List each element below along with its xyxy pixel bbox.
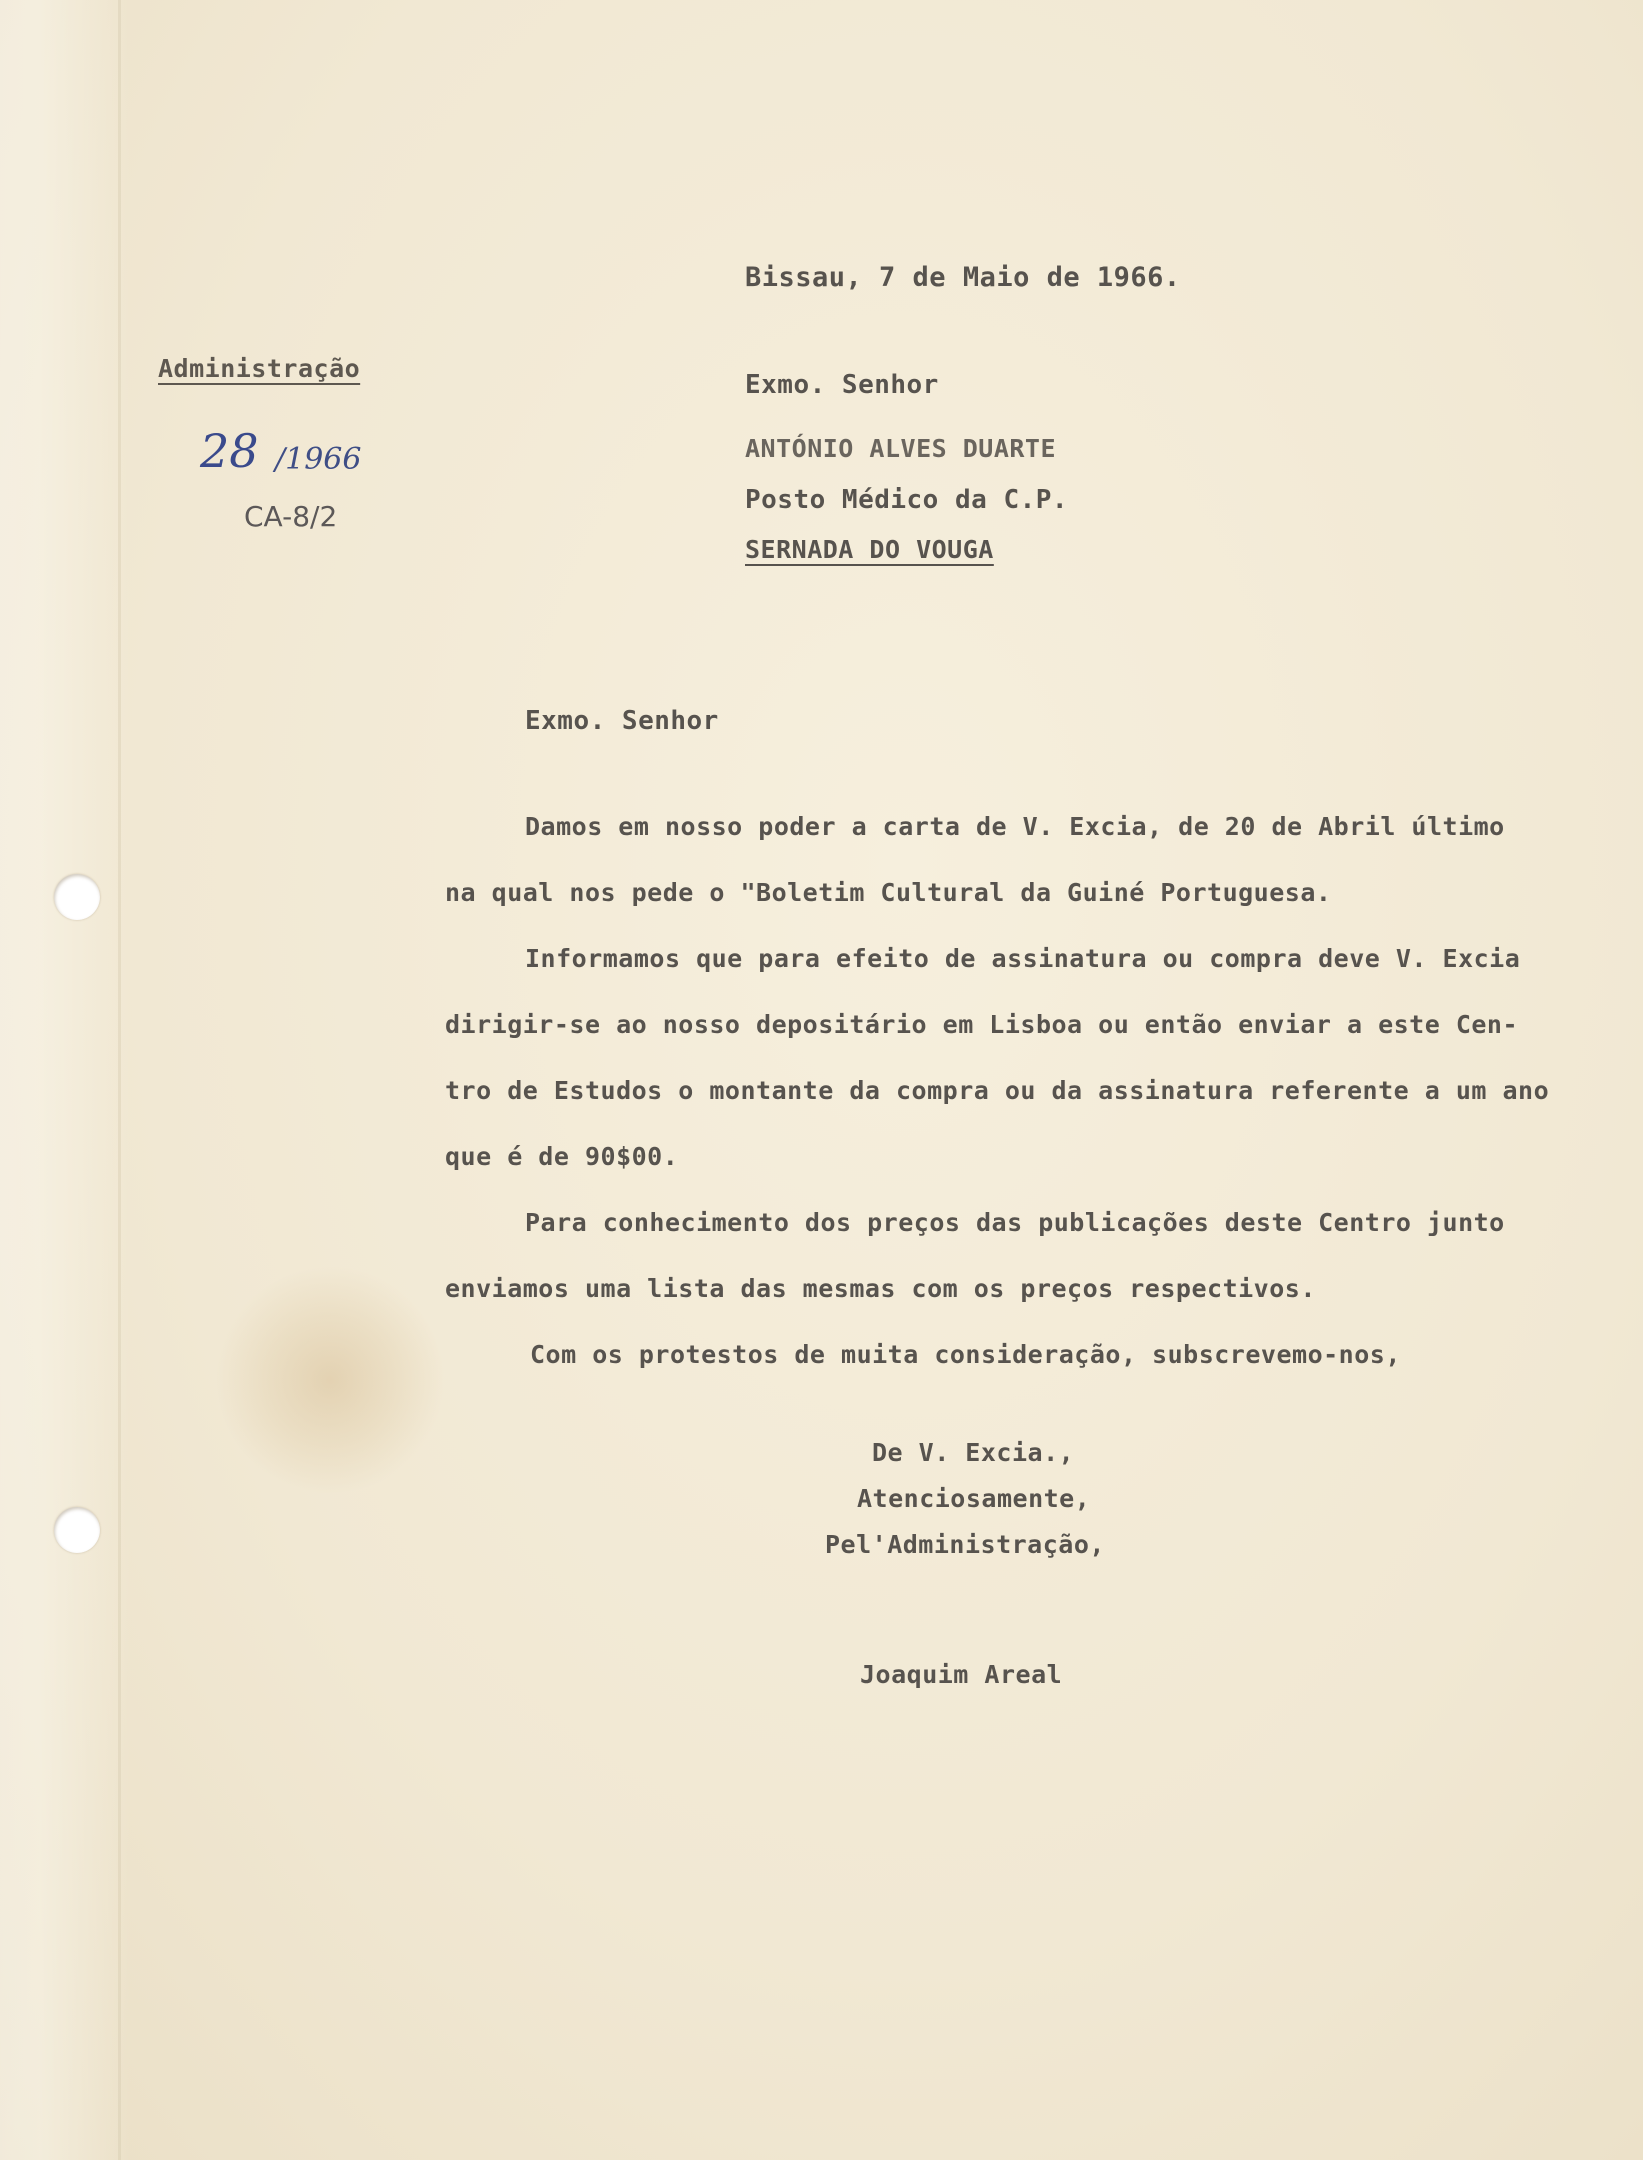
- closing-line: De V. Excia.,: [872, 1438, 1075, 1467]
- body-line: enviamos uma lista das mesmas com os preços respectivos.: [445, 1274, 1316, 1303]
- recipient-salutation: Exmo. Senhor: [745, 370, 939, 400]
- body-line: tro de Estudos o montante da compra ou da assinatura referente a um ano: [445, 1076, 1550, 1105]
- recipient-city: SERNADA DO VOUGA: [745, 535, 994, 564]
- reference-year: /1966: [275, 442, 362, 477]
- body-line: Damos em nosso poder a carta de V. Excia, de 20 de Abril último: [525, 812, 1505, 841]
- body-line: Com os protestos de muita consideração, subscrevemo-nos,: [530, 1340, 1401, 1369]
- body-line: na qual nos pede o "Boletim Cultural da Guiné Portuguesa.: [445, 878, 1332, 907]
- body-line: Informamos que para efeito de assinatura ou compra deve V. Excia: [525, 944, 1521, 973]
- punch-hole-bottom: [54, 1507, 100, 1553]
- paper-stain: [215, 1265, 445, 1495]
- paper-fold: [118, 0, 121, 2160]
- body-line: que é de 90$00.: [445, 1142, 679, 1171]
- punch-hole-top: [54, 874, 100, 920]
- greeting: Exmo. Senhor: [525, 706, 719, 736]
- reference-code: CA-8/2: [244, 500, 338, 533]
- date-line: Bissau, 7 de Maio de 1966.: [745, 262, 1181, 293]
- recipient-name: ANTÓNIO ALVES DUARTE: [745, 434, 1057, 463]
- closing-line: Atenciosamente,: [857, 1484, 1091, 1513]
- recipient-address: Posto Médico da C.P.: [745, 485, 1069, 515]
- body-line: Para conhecimento dos preços das publicações deste Centro junto: [525, 1208, 1505, 1237]
- closing-line: Pel'Administração,: [825, 1530, 1105, 1559]
- department-heading: Administração: [158, 354, 361, 383]
- signatory-name: Joaquim Areal: [860, 1660, 1063, 1689]
- body-line: dirigir-se ao nosso depositário em Lisboa ou então enviar a este Cen-: [445, 1010, 1519, 1039]
- reference-number: 28: [200, 424, 259, 478]
